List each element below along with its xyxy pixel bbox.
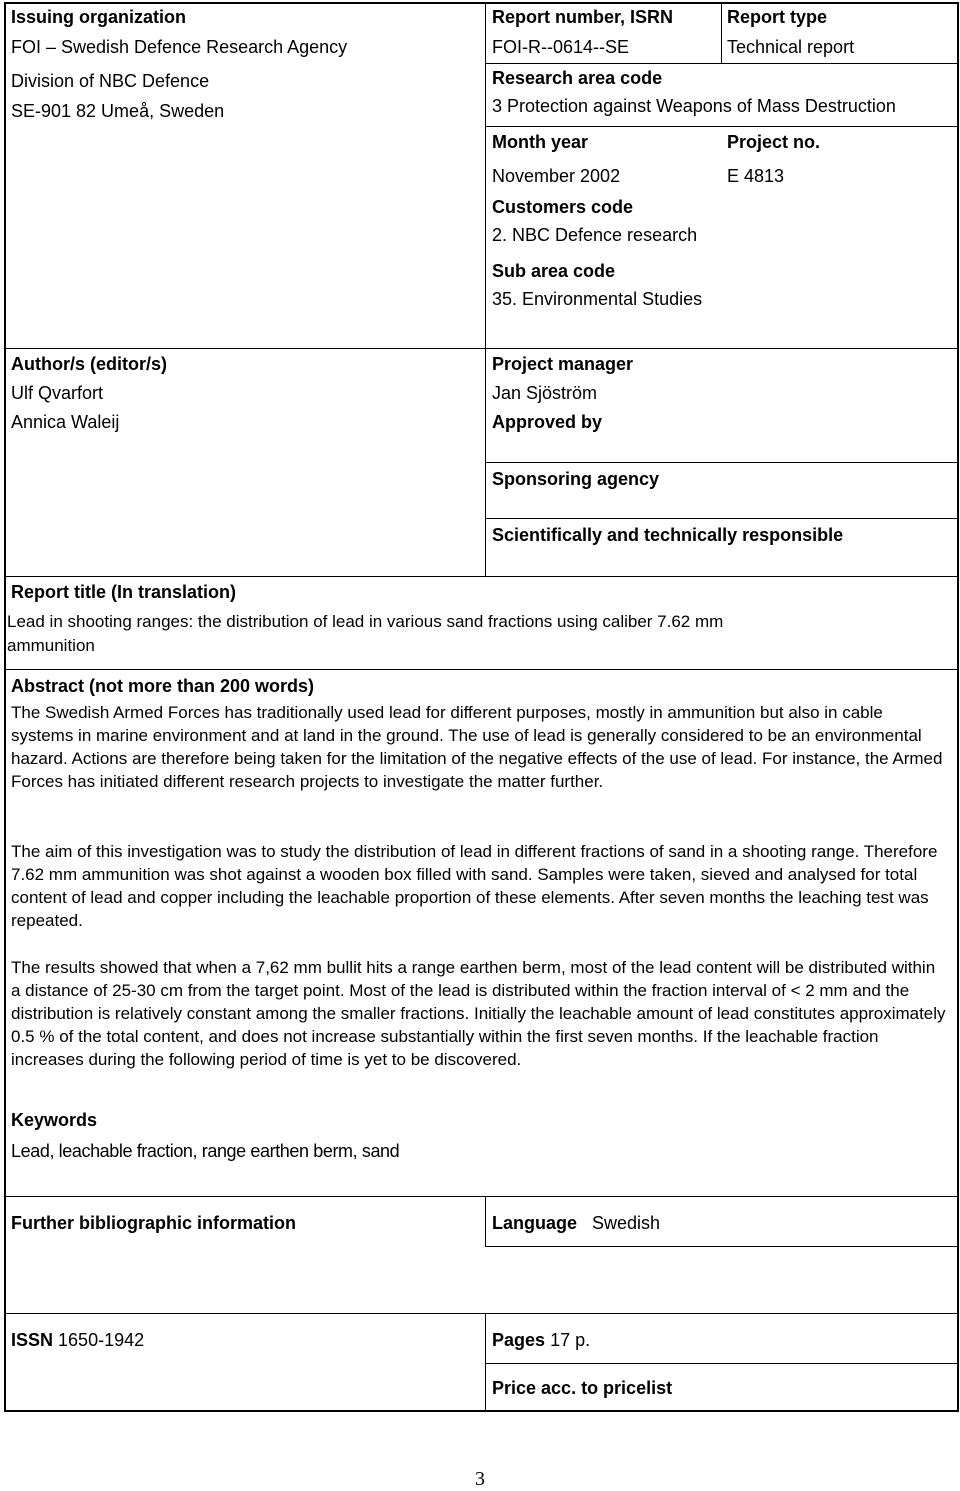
sub-area-value: 35. Environmental Studies	[492, 289, 703, 309]
research-area-value: 3 Protection against Weapons of Mass Destruction	[492, 96, 896, 116]
sponsoring-agency-heading: Sponsoring agency	[492, 469, 660, 489]
report-title-line: Lead in shooting ranges: the distribution of lead in various sand fractions using caliber 7.62 mm	[7, 612, 724, 631]
divider	[485, 348, 486, 576]
further-bibliographic-heading: Further bibliographic information	[11, 1213, 296, 1233]
project-no-value: E 4813	[727, 166, 785, 186]
divider	[485, 1246, 959, 1247]
issuing-organization-line: Division of NBC Defence	[11, 71, 210, 91]
project-no-heading: Project no.	[727, 132, 821, 152]
project-manager-value: Jan Sjöström	[492, 383, 598, 403]
divider	[485, 462, 959, 463]
research-area-heading: Research area code	[492, 68, 663, 88]
customers-code-heading: Customers code	[492, 197, 634, 217]
approved-by-heading: Approved by	[492, 412, 603, 432]
abstract-paragraph: The aim of this investigation was to study the distribution of lead in different fractions of sand in a shooting range. Therefore 7.62 mm ammunition was shot against a wooden box filled with sand. Samples were taken, sieved and analysed for total content of lead and copper including the leachable proportion of these elements. After seven months the leaching test was repeated.	[11, 842, 938, 930]
divider	[721, 2, 722, 63]
issuing-organization-line: SE-901 82 Umeå, Sweden	[11, 101, 225, 121]
divider	[485, 1363, 959, 1364]
abstract-heading: Abstract (not more than 200 words)	[11, 676, 315, 696]
divider	[4, 1313, 959, 1314]
keywords-heading: Keywords	[11, 1110, 98, 1130]
language-field	[492, 1212, 660, 1234]
report-title-line: ammunition	[7, 636, 95, 655]
scientifically-responsible-heading: Scientifically and technically responsible	[492, 525, 844, 545]
divider	[485, 126, 959, 127]
report-type-heading: Report type	[727, 7, 828, 27]
divider	[485, 1196, 486, 1246]
report-number-heading: Report number, ISRN	[492, 7, 674, 27]
pages-heading: Pages	[492, 1330, 546, 1350]
author-name: Ulf Qvarfort	[11, 383, 104, 403]
keywords-value: Lead, leachable fraction, range earthen berm, sand	[11, 1141, 400, 1161]
language-heading: Language	[492, 1213, 578, 1233]
page-number: 3	[475, 1468, 485, 1490]
report-title-heading: Report title (In translation)	[11, 582, 236, 602]
divider	[485, 2, 486, 348]
authors-heading: Author/s (editor/s)	[11, 354, 167, 374]
author-name: Annica Waleij	[11, 412, 120, 432]
report-type-value: Technical report	[727, 37, 855, 57]
divider	[485, 1313, 486, 1410]
divider	[485, 63, 959, 64]
issuing-organization-line: FOI – Swedish Defence Research Agency	[11, 37, 348, 57]
issn-heading: ISSN	[11, 1330, 54, 1350]
issuing-organization-heading: Issuing organization	[11, 7, 187, 27]
abstract-paragraph: The results showed that when a 7,62 mm bullit hits a range earthen berm, most of the lead content will be distributed within a distance of 25-30 cm from the target point. Most of the lead is distributed within the fraction interval of < 2 mm and the distribution is relatively constant among the smaller fractions. Initially the leachable amount of lead constitutes approximately 0.5 % of the total content, and does not increase substantially within the first seven months. If the leachable fraction increases during the following period of time is yet to be discovered.	[11, 958, 946, 1069]
project-manager-heading: Project manager	[492, 354, 634, 374]
month-year-heading: Month year	[492, 132, 589, 152]
language-value: Swedish	[592, 1213, 661, 1233]
report-number-value: FOI-R--0614--SE	[492, 37, 630, 57]
divider	[4, 669, 959, 670]
divider	[4, 348, 959, 349]
issn-field	[11, 1329, 144, 1351]
issn-value: 1650-1942	[58, 1330, 145, 1350]
pages-value: 17 p.	[550, 1330, 591, 1350]
sub-area-heading: Sub area code	[492, 261, 616, 281]
month-year-value: November 2002	[492, 166, 621, 186]
divider	[4, 576, 959, 577]
pages-field	[492, 1329, 590, 1351]
abstract-paragraph: The Swedish Armed Forces has traditionally used lead for different purposes, mostly in ammunition but also in cable systems in marine environment and at land in the ground. The use of lead is generally considered to be an environmental hazard. Actions are therefore being taken for the limitation of the negative effects of the use of lead. For instance, the Armed Forces has initiated different research projects to investigate the matter further.	[11, 703, 943, 791]
divider	[485, 518, 959, 519]
divider	[4, 1196, 959, 1197]
price-heading: Price acc. to pricelist	[492, 1378, 673, 1398]
customers-code-value: 2. NBC Defence research	[492, 225, 698, 245]
